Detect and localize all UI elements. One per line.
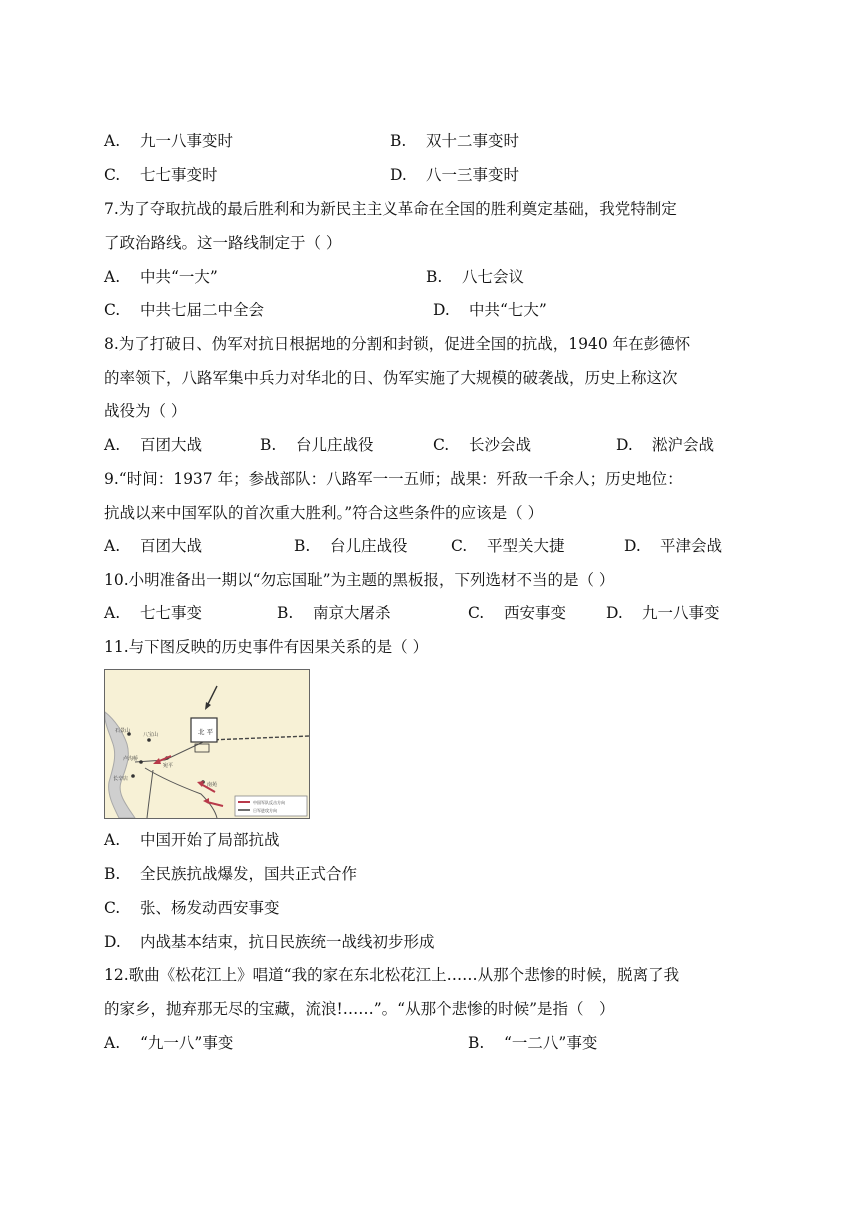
option-label: A. [104,268,121,286]
city-dot [139,760,143,764]
q8-option-a [104,434,202,456]
option-label: D. [104,933,121,951]
option-text: 七七事变 [140,604,203,622]
option-label: D. [390,166,407,184]
q6-option-c [104,164,218,186]
option-text: 百团大战 [140,436,203,454]
option-text: 淞沪会战 [652,436,715,454]
option-label: D. [616,436,633,454]
map-label-shijingshan: 石景山 [115,728,131,734]
legend-label-chinese: 中国军队反击方向 [253,800,285,805]
option-text: 中共七届二中全会 [140,301,265,319]
option-text: 内战基本结束，抗日民族统一战线初步形成 [140,933,435,951]
q7-option-d [433,299,547,321]
option-label: C. [104,301,121,319]
lugou-bridge-map [104,669,310,819]
option-label: C. [451,537,468,555]
map-label-changxindian: 长辛店 [113,776,129,782]
option-text: 张、杨发动西安事变 [140,899,280,917]
option-text: 中共“一大” [140,268,218,286]
q10-option-d [606,602,720,624]
q10-stem-line-1: 10.小明准备出一期以“勿忘国耻”为主题的黑板报，下列选材不当的是（ ） [104,571,615,589]
q9-option-b [294,535,408,557]
q8-stem-line-1: 8.为了打破日、伪军对抗日根据地的分割和封锁，促进全国的抗战，1940 年在彭德怀 [104,335,691,353]
q12-stem-line-2: 的家乡，抛弃那无尽的宝藏，流浪!……”。“从那个悲惨的时候”是指（ ） [104,1000,615,1018]
q8-option-d [616,434,714,456]
option-text: 平津会战 [660,537,723,555]
option-label: B. [104,865,121,883]
q8-stem-line-2: 的率领下，八路军集中兵力对华北的日、伪军实施了大规模的破袭战，历史上称这次 [104,369,678,387]
option-label: C. [104,166,121,184]
q8-stem-line-3: 战役为（ ） [104,402,187,420]
q11-option-a [104,829,280,851]
option-label: B. [260,436,277,454]
option-label: B. [426,268,443,286]
q11-option-c [104,897,280,919]
option-label: A. [104,604,121,622]
option-text: 八七会议 [462,268,525,286]
option-label: B. [294,537,311,555]
option-label: B. [277,604,294,622]
q6-option-d [390,164,519,186]
road-line [145,768,217,818]
option-text: 九一八事变 [642,604,720,622]
option-text: 台儿庄战役 [296,436,374,454]
option-label: D. [624,537,641,555]
q11-option-d [104,931,435,953]
q9-stem-line-1: 9.“时间：1937 年；参战部队：八路军一一五师；战果：歼敌一千余人；历史地位： [104,470,683,488]
option-text: 中共“七大” [469,301,547,319]
option-text: 南京大屠杀 [313,604,391,622]
legend-label-japanese: 日军进攻方向 [253,808,277,813]
q7-stem-line-1: 7.为了夺取抗战的最后胜利和为新民主主义革命在全国的胜利奠定基础，我党特制定 [104,200,677,218]
city-dot [131,774,135,778]
q9-option-d [624,535,722,557]
option-label: D. [606,604,623,622]
q11-stem-line-1: 11.与下图反映的历史事件有因果关系的是（ ） [104,638,429,656]
option-text: 中国开始了局部抗战 [140,831,280,849]
option-label: C. [433,436,450,454]
city-dot [147,738,151,742]
q8-option-b [260,434,374,456]
q11-option-b [104,863,357,885]
option-label: A. [104,1034,121,1052]
q7-option-c [104,299,264,321]
map-label-lugouqiao: 卢沟桥 [123,756,139,762]
q10-option-c [468,602,566,624]
option-text: 西安事变 [504,604,567,622]
option-label: C. [468,604,485,622]
option-text: 七七事变时 [140,166,218,184]
option-label: A. [104,132,121,150]
q12-option-b [468,1032,597,1054]
option-label: A. [104,537,121,555]
q8-option-c [433,434,531,456]
q6-option-b [390,130,519,152]
q9-option-a [104,535,202,557]
q6-option-a [104,130,233,152]
option-text: 九一八事变时 [140,132,234,150]
arrow-head [205,702,211,710]
q7-option-b [426,266,524,288]
road-line [147,770,153,818]
option-text: 平型关大捷 [487,537,565,555]
q12-option-a [104,1032,233,1054]
road-line [135,742,203,762]
map-label-nanyuan: 南苑 [207,782,218,788]
option-label: A. [104,436,121,454]
option-text: 全民族抗战爆发，国共正式合作 [140,865,358,883]
map-label-beiping: 北 平 [198,728,214,736]
option-text: 双十二事变时 [426,132,520,150]
option-label: B. [468,1034,485,1052]
q9-option-c [451,535,565,557]
q12-stem-line-1: 12.歌曲《松花江上》唱道“我的家在东北松花江上……从那个悲惨的时候，脱离了我 [104,966,680,984]
railway-line [209,736,309,740]
option-text: “一二八”事变 [504,1034,598,1052]
map-label-babaoshan: 八宝山 [143,732,159,738]
option-text: 长沙会战 [469,436,532,454]
option-text: 八一三事变时 [426,166,520,184]
japanese-attack-arrow [207,686,217,706]
option-label: C. [104,899,121,917]
option-text: “九一八”事变 [140,1034,234,1052]
q9-stem-line-2: 抗战以来中国军队的首次重大胜利。”符合这些条件的应该是（ ） [104,504,544,522]
option-label: B. [390,132,407,150]
q7-stem-line-2: 了政治路线。这一路线制定于（ ） [104,234,342,252]
map-legend-box [235,796,307,816]
option-label: D. [433,301,450,319]
q10-option-a [104,602,202,624]
option-text: 百团大战 [140,537,203,555]
map-graphic [105,670,309,818]
option-text: 台儿庄战役 [330,537,408,555]
option-label: A. [104,831,121,849]
q10-option-b [277,602,391,624]
map-label-wanping: 宛平 [163,763,174,769]
q7-option-a [104,266,218,288]
